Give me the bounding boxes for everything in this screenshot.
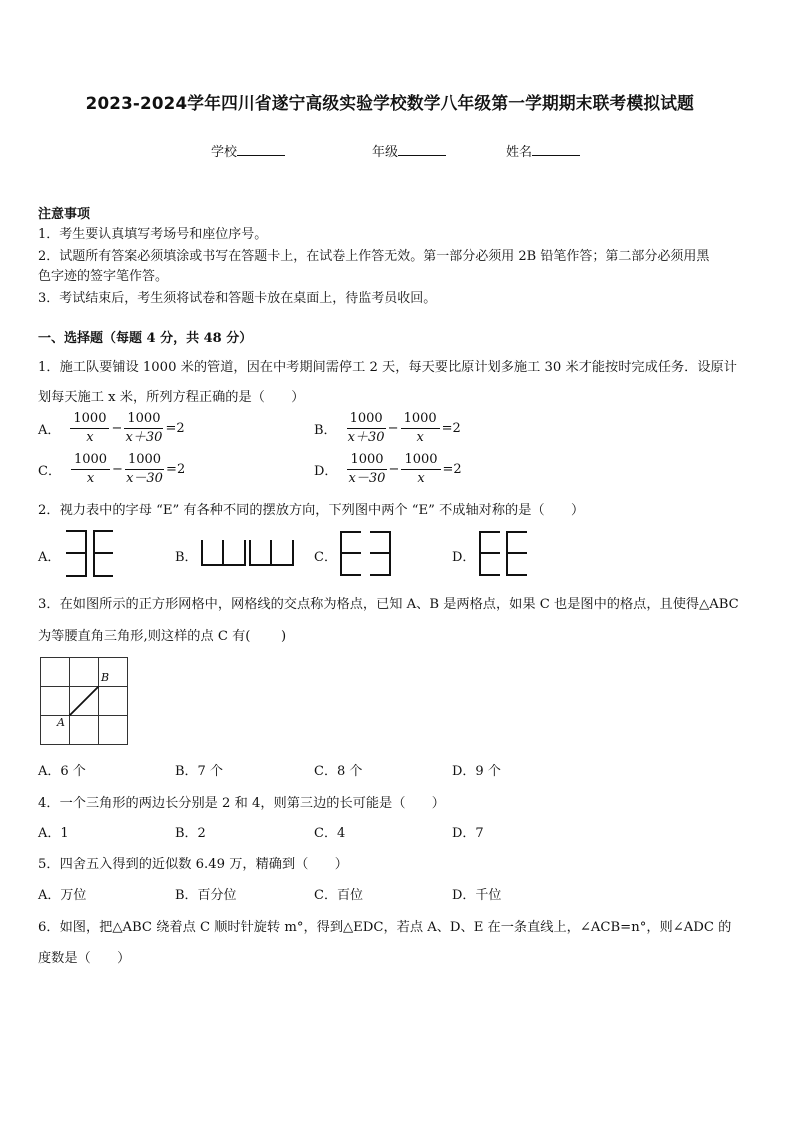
name-field[interactable] [506,141,580,160]
name-blank[interactable] [532,143,580,156]
q5-option-a[interactable]: A．万位 [38,888,87,903]
section-heading: 一、选择题（每题 4 分，共 48 分） [38,331,253,346]
fraction: $\frac{1000}{x+30}$ [125,411,163,445]
q3-option-a[interactable]: A．6 个 [38,764,86,779]
option-label: A． [38,423,61,438]
q5-option-d[interactable]: D．千位 [452,888,502,903]
q1-option-a[interactable]: A． $\frac{1000}{x}$ − $\frac{1000}{x+30}$ =2 [38,411,185,445]
q1-option-b[interactable]: B． $\frac{1000}{x+30}$ − $\frac{1000}{x}$ =2 [314,411,461,445]
q1-option-d[interactable]: D． $\frac{1000}{x-30}$ − $\frac{1000}{x}$ =2 [314,452,462,486]
q2-option-d-figure [476,529,532,579]
question-2-text: 2．视力表中的字母 “E” 有各种不同的摆放方向，下列图中两个 “E” 不成轴对称的是（ ） [38,503,585,518]
question-1-text-cont: 划每天施工 x 米，所列方程正确的是（ ） [38,390,305,405]
question-3-text: 3．在如图所示的正方形网格中，网格线的交点称为格点，已知 A、B 是两格点，如果 C 也是图中的格点，且使得△ABC [38,597,739,612]
q3-option-b[interactable]: B．7 个 [175,764,223,779]
q3-option-c[interactable]: C．8 个 [314,764,363,779]
question-3-text-cont: 为等腰直角三角形,则这样的点 C 有( ) [38,629,287,644]
fraction: $\frac{1000}{x-30}$ [126,452,163,486]
question-6-text-cont: 度数是（ ） [38,951,131,966]
fraction: $\frac{1000}{x-30}$ [348,452,386,486]
school-field[interactable] [211,141,285,160]
fraction: $\frac{1000}{x}$ [70,410,109,447]
point-b-label: B [101,671,110,684]
q5-option-c[interactable]: C．百位 [314,888,363,903]
q3-option-d[interactable]: D．9 个 [452,764,501,779]
note-item: 1．考生要认真填写考场号和座位序号。 [38,227,268,242]
school-label: 学校 [211,145,238,160]
note-item: 色字迹的签字笔作答。 [38,269,169,284]
q1-option-c[interactable]: C． $\frac{1000}{x}$ − $\frac{1000}{x-30}$ =2 [38,452,186,486]
option-label: B． [314,423,337,438]
grade-label: 年级 [372,145,399,160]
question-1-text: 1．施工队要铺设 1000 米的管道，因在中考期间需停工 2 天，每天要比原计划多施工 30 米才能按时完成任务．设原计 [38,360,737,375]
fraction: $\frac{1000}{x}$ [71,451,110,488]
q4-option-c[interactable]: C．4 [314,826,346,841]
segment-ab [70,687,99,716]
q2-option-d-label[interactable]: D． [452,550,476,565]
q4-option-a[interactable]: A．1 [38,826,69,841]
q4-option-d[interactable]: D．7 [452,826,484,841]
q2-option-c-figure [338,529,396,579]
note-item: 3．考试结束后，考生须将试卷和答题卡放在桌面上，待监考员收回。 [38,291,437,306]
fraction: $\frac{1000}{x+30}$ [347,411,385,445]
q2-option-b-label[interactable]: B． [175,550,198,565]
q5-option-b[interactable]: B．百分位 [175,888,237,903]
note-item: 2．试题所有答案必须填涂或书写在答题卡上，在试卷上作答无效。第一部分必须用 2B 铅笔作答；第二部分必须用黑 [38,249,710,264]
name-label: 姓名 [506,145,533,160]
q4-option-b[interactable]: B．2 [175,826,206,841]
question-4-text: 4．一个三角形的两边长分别是 2 和 4，则第三边的长可能是（ ） [38,796,445,811]
grade-blank[interactable] [398,143,446,156]
q2-option-b-figure [199,537,297,571]
notes-heading: 注意事项 [38,207,91,222]
fraction: $\frac{1000}{x}$ [401,410,440,447]
q3-grid-figure [39,656,131,748]
question-5-text: 5．四舍五入得到的近似数 6.49 万，精确到（ ） [38,857,348,872]
grade-field[interactable] [372,141,446,160]
school-blank[interactable] [237,143,285,156]
page-title: 2023-2024学年四川省遂宁高级实验学校数学八年级第一学期期末联考模拟试题 [85,94,695,114]
q2-option-a-label[interactable]: A． [38,550,61,565]
fraction: $\frac{1000}{x}$ [401,451,440,488]
option-label: D． [314,464,338,479]
q2-option-c-label[interactable]: C． [314,550,337,565]
option-label: C． [38,464,61,479]
question-6-text: 6．如图，把△ABC 绕着点 C 顺时针旋转 m°，得到△EDC，若点 A、D、E 在一条直线上，∠ACB=n°，则∠ADC 的 [38,920,732,935]
q2-option-a-figure [62,529,118,579]
point-a-label: A [57,716,65,729]
